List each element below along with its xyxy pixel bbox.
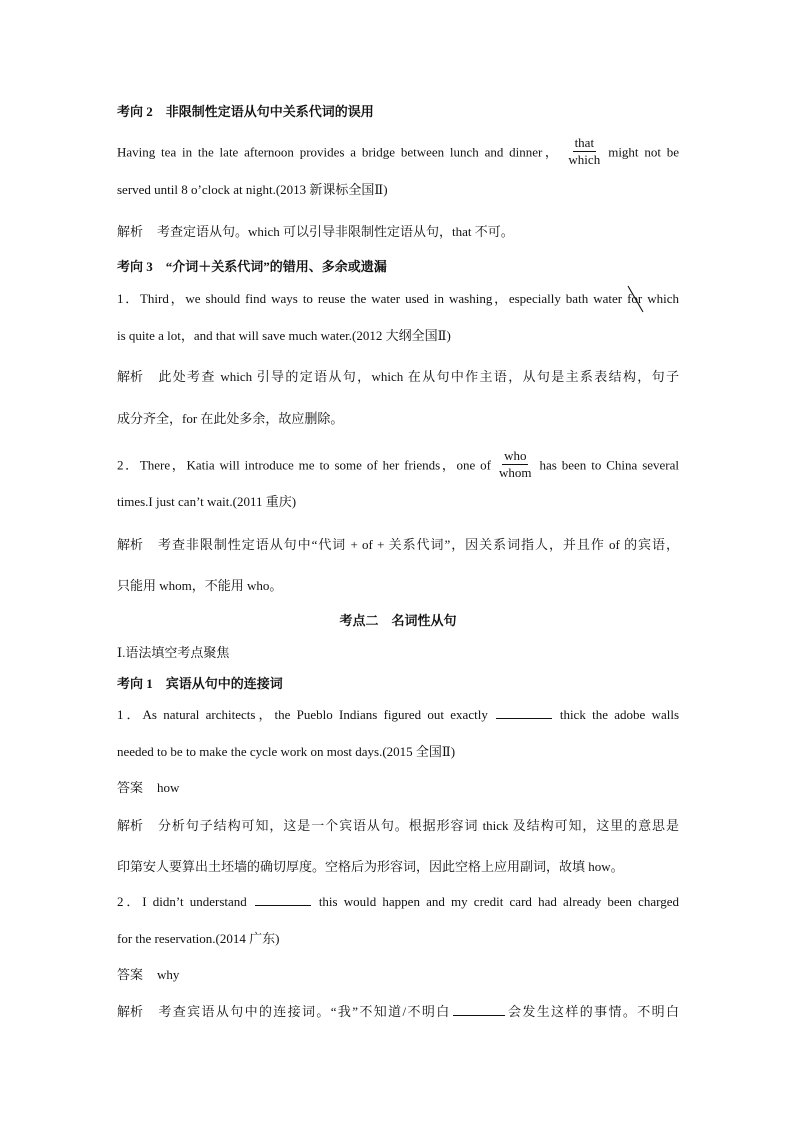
question-text: 2．I didn’t understand [117, 894, 247, 909]
question-2-line-1 [117, 290, 679, 308]
analysis-label: 解析 [117, 224, 144, 239]
question-3-line-1 [117, 448, 680, 482]
question-5-analysis-line-1 [117, 1003, 679, 1021]
question-text: 1．Third，we should find ways to reuse the water used in washing，especially bath water [117, 291, 628, 306]
analysis-text: 考查定语从句。which 可以引导非限制性定语从句，that 不可。 [157, 224, 514, 239]
option-bottom: which [568, 152, 601, 167]
section-heading-object-clause: 考向 1 宾语从句中的连接词 [117, 676, 283, 691]
question-5-line-1 [117, 893, 679, 911]
question-1-analysis [117, 223, 679, 241]
question-text: 1．As natural architects，the Pueblo Indians figured out exactly [117, 707, 488, 722]
question-1-line-2: served until 8 o’clock at night.(2013 新课标全国Ⅱ) [117, 182, 388, 197]
question-text: this would happen and my credit card had already been charged [318, 894, 679, 909]
option-fraction [566, 136, 602, 167]
question-text: might not be [608, 144, 679, 160]
question-4-line-1 [117, 706, 679, 724]
answer-label: 答案 [117, 967, 144, 982]
answer-label: 答案 [117, 780, 144, 795]
section-subtitle: Ⅰ.语法填空考点聚焦 [117, 645, 230, 660]
question-2-analysis-line-2: 成分齐全，for 在此处多余，故应删除。 [117, 411, 344, 426]
option-top: who [504, 448, 527, 463]
question-text: thick the adobe walls [559, 707, 680, 722]
question-3-analysis-line-1 [117, 536, 679, 554]
analysis-text: 此处考查 which 引导的定语从句，which 在从句中作主语，从句是主系表结构，句子 [157, 369, 679, 384]
question-4-line-2: needed to be to make the cycle work on most days.(2015 全国Ⅱ) [117, 744, 456, 759]
question-4-analysis-line-1 [117, 817, 679, 835]
struck-word-text: for [627, 291, 643, 306]
question-text: which [642, 291, 679, 306]
analysis-text: 分析句子结构可知，这是一个宾语从句。根据形容词 thick 及结构可知，这里的意思是 [157, 818, 679, 833]
question-text: Having tea in the late afternoon provides a bridge between lunch and dinner， [117, 144, 561, 160]
question-4-answer [117, 779, 679, 797]
option-top: that [574, 135, 595, 150]
analysis-text: 会发生这样的事情。不明白 [506, 1004, 679, 1019]
question-4-analysis-line-2: 印第安人要算出土坯墙的确切厚度。空格后为形容词，因此空格上应用副词，故填 how。 [117, 859, 624, 874]
analysis-text: 考查宾语从句中的连接词。“我”不知道/不明白 [157, 1004, 451, 1019]
option-bottom: whom [499, 465, 532, 480]
question-3-line-2: times.I just can’t wait.(2011 重庆) [117, 494, 297, 509]
question-text: has been to China several [539, 457, 680, 473]
deletion-mark-icon [625, 284, 647, 314]
analysis-label: 解析 [117, 537, 144, 552]
answer-text: how [157, 780, 180, 795]
answer-blank[interactable] [496, 706, 552, 719]
analysis-label: 解析 [117, 1004, 144, 1019]
question-1-line-1 [117, 135, 679, 169]
section-title-noun-clauses: 考点二 名词性从句 [339, 613, 457, 628]
analysis-text: 考查非限制性定语从句中“代词 + of + 关系代词”，因关系词指人，并且作 of 的宾语， [157, 537, 679, 552]
question-2-line-2: is quite a lot，and that will save much water.(2012 大纲全国Ⅱ) [117, 328, 451, 343]
inline-blank [453, 1003, 505, 1016]
section-heading-preposition-relative: 考向 3 “介词＋关系代词”的错用、多余或遗漏 [117, 259, 387, 274]
struck-word [627, 290, 642, 308]
answer-text: why [157, 967, 180, 982]
question-text: 2．There，Katia will introduce me to some of her friends，one of [117, 457, 492, 473]
question-5-answer [117, 966, 679, 984]
question-2-analysis-line-1 [117, 368, 679, 386]
section-heading-relative-pronoun-misuse: 考向 2 非限制性定语从句中关系代词的误用 [117, 104, 374, 119]
analysis-label: 解析 [117, 369, 144, 384]
question-5-line-2: for the reservation.(2014 广东) [117, 931, 280, 946]
option-fraction [497, 449, 534, 480]
answer-blank[interactable] [255, 893, 311, 906]
question-3-analysis-line-2: 只能用 whom，不能用 who。 [117, 578, 283, 593]
analysis-label: 解析 [117, 818, 144, 833]
